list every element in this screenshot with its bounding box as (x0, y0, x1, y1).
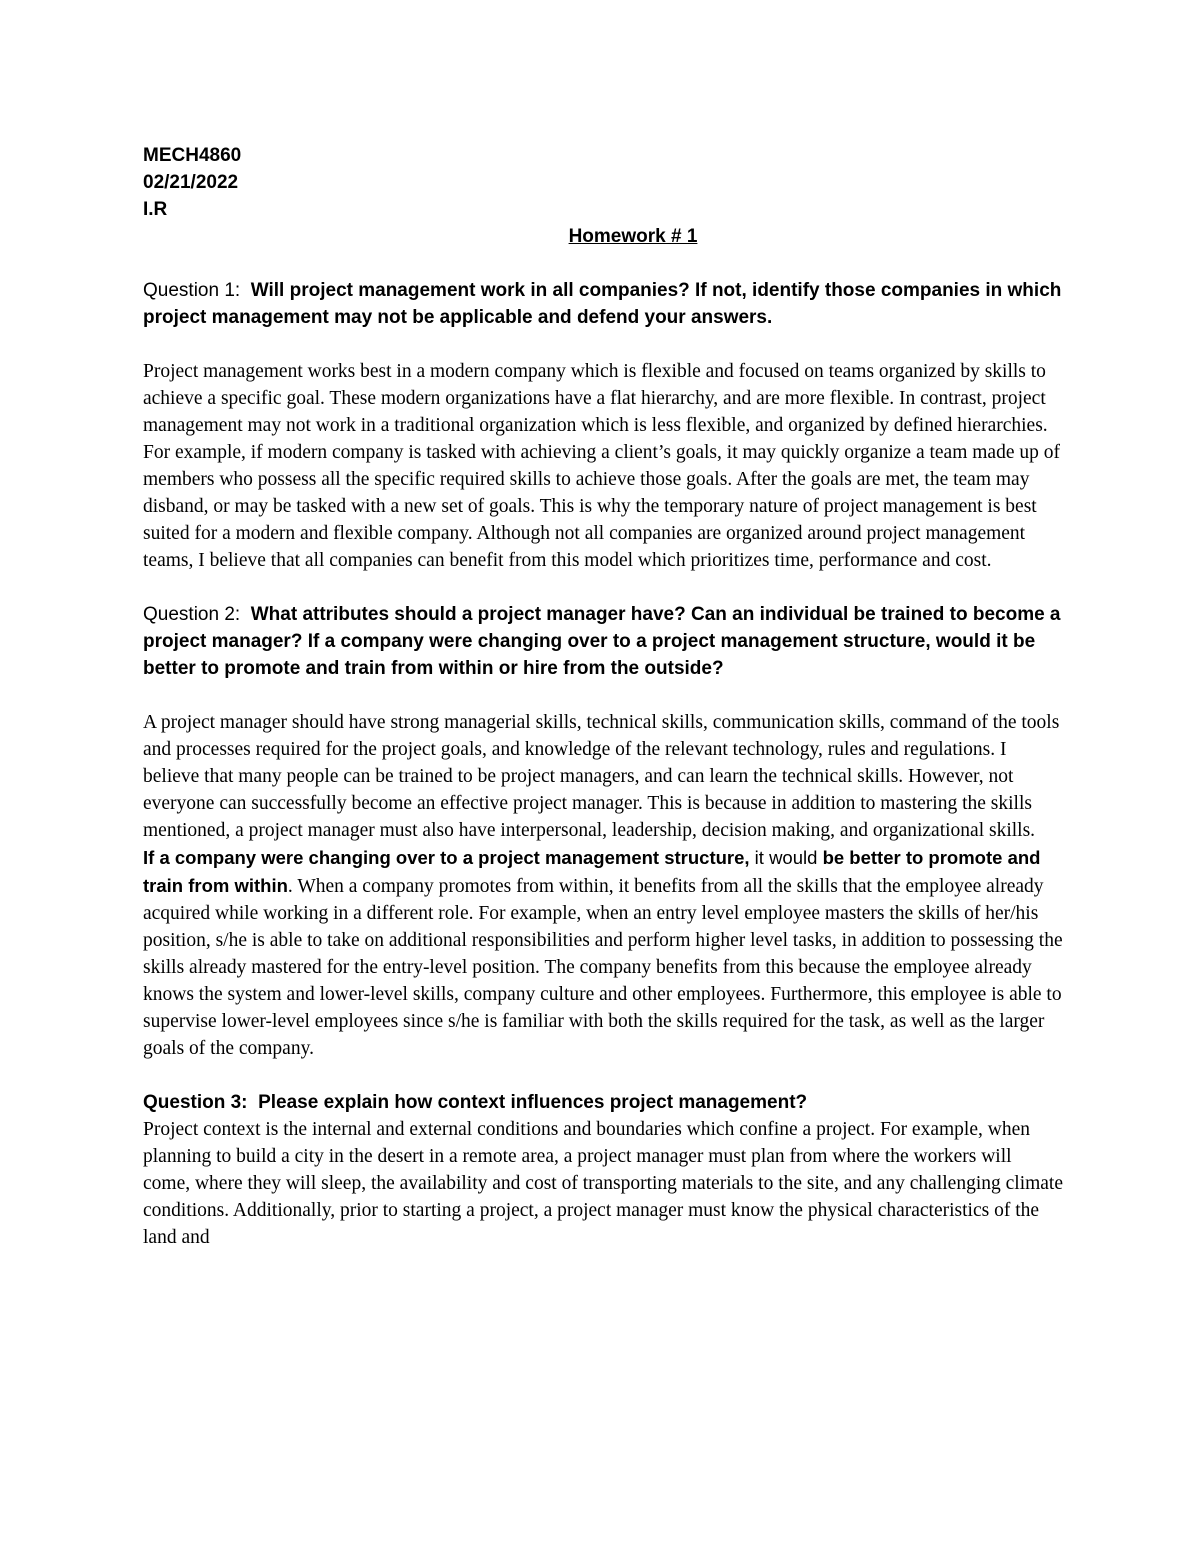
author-initials: I.R (143, 199, 168, 220)
question-2-label: Question 2: (143, 604, 241, 625)
answer-3: Project context is the internal and external conditions and boundaries which confine a project. For example, when planning to build a city in the desert in a remote area, a project manager must plan from where the workers will come, where they will sleep, the availability and cost of transporting materials to the site, and any challenging climate conditions. Additionally, prior to starting a project, a project manager must know the physical characteristics of the land and (143, 1119, 1064, 1248)
question-2-text: What attributes should a project manager have? Can an individual be trained to become a project manager? If a company were changing over to a project management structure, would it be better to promote and train from within or hire from the outside? (143, 604, 1061, 679)
question-3-label: Question 3: (143, 1092, 248, 1113)
document-content (143, 142, 1063, 1251)
title-text: Homework # 1 (568, 226, 698, 247)
spacer (143, 1062, 1063, 1089)
question-1 (143, 277, 1063, 331)
course-code: MECH4860 (143, 145, 242, 166)
answer-1: Project management works best in a modern company which is flexible and focused on teams organized by skills to achieve a specific goal. These modern organizations have a flat hierarchy, and are more flexible. In contrast, project management may not work in a traditional organization which is less flexible, and organized by defined hierarchies. For example, if modern company is tasked with achieving a client’s goals, it may quickly organize a team made up of members who possess all the specific required skills to achieve those goals. After the goals are met, the team may disband, or may be tasked with a new set of goals. This is why the temporary nature of project management is best suited for a modern and flexible company. Although not all companies are organized around project management teams, I believe that all companies can benefit from this model which prioritizes time, performance and cost. (143, 361, 1060, 571)
answer-2-mid: it would (749, 847, 823, 868)
date: 02/21/2022 (143, 172, 239, 193)
spacer (143, 250, 1063, 277)
answer-2-bold-a: If a company were changing over to a project management structure, (143, 847, 750, 868)
answer-2-rest: . When a company promotes from within, it benefits from all the skills that the employee already acquired while working in a different role. For example, when an entry level employee masters the skills of her/his position, s/he is able to take on additional responsibilities and perform higher level tasks, in addition to possessing the skills already mastered for the entry-level position. The company benefits from this because the employee already knows the system and lower-level skills, company culture and other employees. Furthermore, this employee is able to supervise lower-level employees since s/he is familiar with both the skills required for the task, as well as the larger goals of the company. (143, 876, 1063, 1059)
question-3-text: Please explain how context influences project management? (258, 1092, 808, 1113)
question-2 (143, 601, 1063, 682)
spacer (143, 331, 1063, 358)
answer-2-continued (143, 844, 1063, 1062)
question-3 (143, 1089, 1063, 1116)
answer-2-bold-b: be better to promote and train from within (143, 847, 1041, 896)
document-title (143, 223, 1063, 250)
spacer (143, 682, 1063, 709)
answer-2: A project manager should have strong managerial skills, technical skills, communication skills, command of the tools and processes required for the project goals, and knowledge of the relevant technology, rules and regulations. I believe that many people can be trained to be project managers, and can learn the technical skills. However, not everyone can successfully become an effective project manager. This is because in addition to mastering the skills mentioned, a project manager must also have interpersonal, leadership, decision making, and organizational skills. (143, 712, 1060, 841)
question-1-label: Question 1: (143, 280, 241, 301)
question-1-text: Will project management work in all companies? If not, identify those companies in which project management may not be applicable and defend your answers. (143, 280, 1062, 328)
spacer (143, 574, 1063, 601)
